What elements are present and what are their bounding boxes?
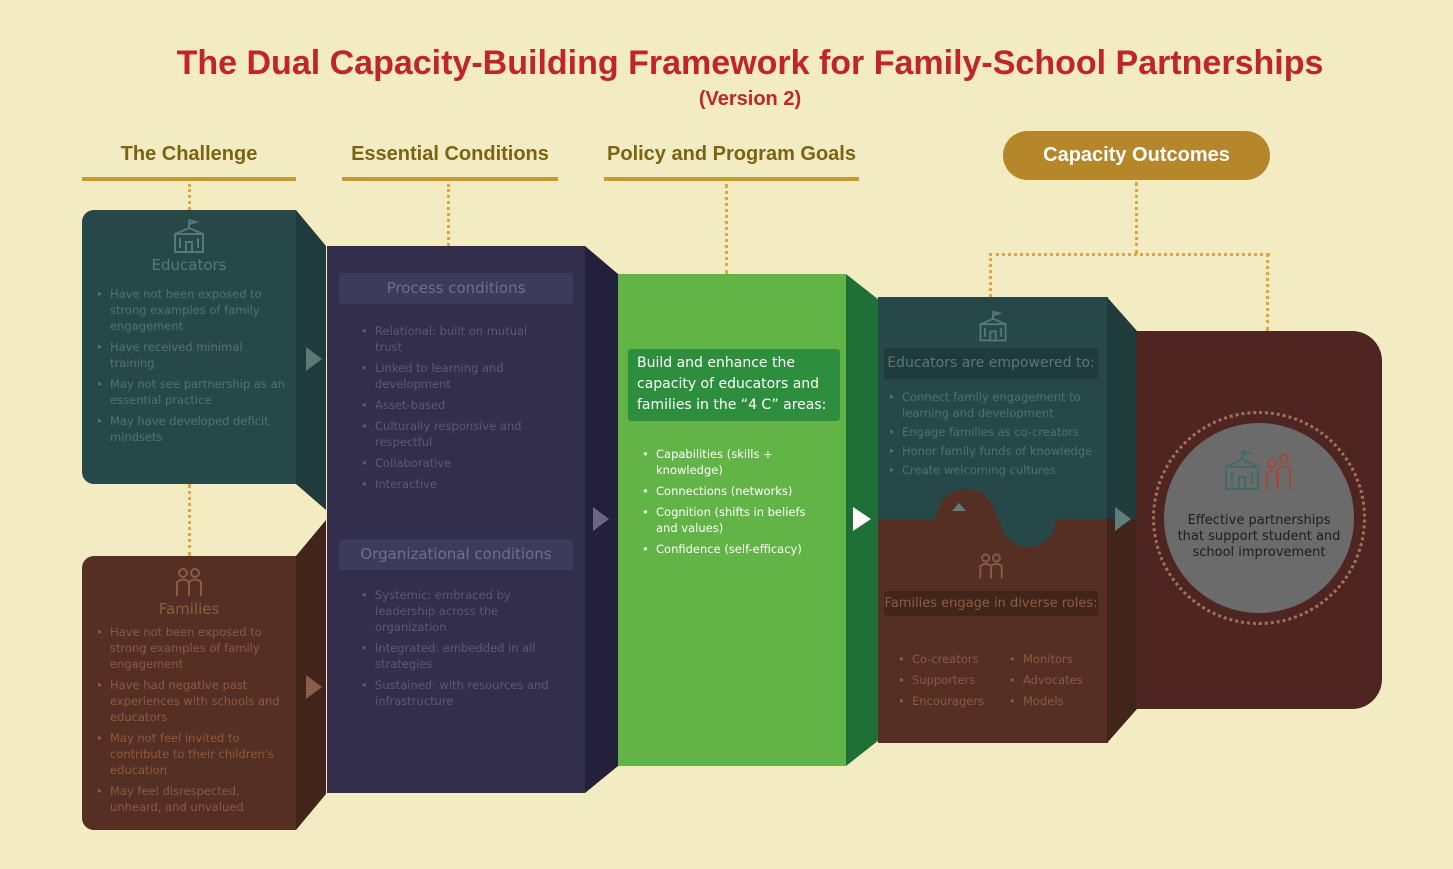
list-item: • Asset-based (361, 397, 551, 413)
list-item: • Encouragers (898, 693, 998, 709)
list-item: • Collaborative (361, 455, 551, 471)
list-item: • Cognition (shifts in beliefs and values) (642, 504, 822, 536)
school-icon (975, 309, 1011, 347)
arrow-right-icon (306, 675, 322, 699)
school-family-icon (1222, 447, 1298, 497)
list-item: • Engage families as co-creators (888, 424, 1100, 440)
result-text: Effective partnerships that support student and school improvement (1177, 513, 1341, 560)
family-icon (82, 566, 296, 602)
list-item: • May have developed deficit mindsets (96, 413, 286, 445)
connector-line (1135, 182, 1138, 254)
page-title: The Dual Capacity-Building Framework for Family-School Partnerships (176, 44, 1324, 82)
header-underline (82, 177, 296, 181)
connector-line (188, 184, 191, 210)
conditions-panel (327, 246, 585, 793)
list-item: • Culturally responsive and respectful (361, 418, 551, 450)
families-challenge-panel (82, 556, 296, 830)
connector-line (447, 184, 450, 246)
list-item: • Have not been exposed to strong examples of family engagement (96, 286, 286, 334)
families-roles-right (1009, 651, 1099, 714)
list-item: • Have received minimal training (96, 339, 286, 371)
connector-line (989, 253, 992, 297)
goals-heading: Build and enhance the capacity of educators and families in the “4 C” areas: (628, 349, 840, 421)
list-item: • Integrated: embedded in all strategies (361, 640, 551, 672)
column-header-outcomes: Capacity Outcomes (1003, 131, 1270, 180)
goals-list (642, 446, 822, 562)
list-item: • Connect family engagement to learning and development (888, 389, 1100, 421)
process-conditions-list (361, 323, 551, 497)
arrow-right-icon (593, 507, 609, 531)
educators-empowered-heading: Educators are empowered to: (884, 348, 1098, 379)
process-conditions-heading: Process conditions (339, 273, 573, 304)
page-subtitle: (Version 2) (698, 88, 802, 110)
list-item: • Supporters (898, 672, 998, 688)
educators-heading: Educators (151, 256, 227, 274)
list-item: • Relational: built on mutual trust (361, 323, 551, 355)
families-roles-left (898, 651, 998, 714)
list-item: • Systemic: embraced by leadership across the organization (361, 587, 551, 635)
educators-challenge-list (96, 286, 286, 445)
educators-outcomes-list (888, 389, 1100, 481)
header-underline (604, 177, 859, 181)
column-header-challenge: The Challenge (120, 143, 258, 165)
list-item: • Models (1009, 693, 1099, 709)
connector-line (989, 253, 1270, 256)
column-header-conditions: Essential Conditions (351, 143, 549, 165)
list-item: • May not feel invited to contribute to their children's education (96, 730, 286, 778)
list-item: • Confidence (self-efficacy) (642, 541, 822, 557)
result-panel (1136, 331, 1382, 709)
list-item: • Linked to learning and development (361, 360, 551, 392)
list-item: • Have not been exposed to strong examples of family engagement (96, 624, 286, 672)
list-item: • Interactive (361, 476, 551, 492)
list-item: • May feel disrespected, unheard, and unvalued (96, 783, 286, 815)
list-item: • May not see partnership as an essential practice (96, 376, 286, 408)
connector-line (188, 484, 191, 556)
list-item: • Sustained: with resources and infrastructure (361, 677, 551, 709)
header-underline (342, 177, 558, 181)
goals-panel (618, 274, 846, 766)
list-item: • Have had negative past experiences with schools and educators (96, 677, 286, 725)
list-item: • Capabilities (skills + knowledge) (642, 446, 822, 478)
organizational-conditions-heading: Organizational conditions (339, 539, 573, 570)
list-item: • Honor family funds of knowledge (888, 443, 1100, 459)
arrow-right-icon (853, 507, 871, 531)
family-icon (975, 551, 1007, 585)
connector-line (725, 184, 728, 274)
list-item: • Advocates (1009, 672, 1099, 688)
arrow-right-icon (1115, 507, 1131, 531)
list-item: • Connections (networks) (642, 483, 822, 499)
connector-line (1266, 253, 1269, 331)
list-item: • Monitors (1009, 651, 1099, 667)
list-item: • Co-creators (898, 651, 998, 667)
educators-challenge-panel (82, 210, 296, 484)
families-heading: Families (158, 600, 220, 618)
column-header-goals: Policy and Program Goals (607, 143, 856, 165)
list-item: • Create welcoming cultures (888, 462, 1100, 478)
arrow-right-icon (306, 347, 322, 371)
families-roles-heading: Families engage in diverse roles: (884, 591, 1098, 616)
families-challenge-list (96, 624, 286, 815)
school-icon (82, 218, 296, 258)
organizational-conditions-list (361, 587, 551, 714)
outcomes-panel (878, 297, 1108, 743)
